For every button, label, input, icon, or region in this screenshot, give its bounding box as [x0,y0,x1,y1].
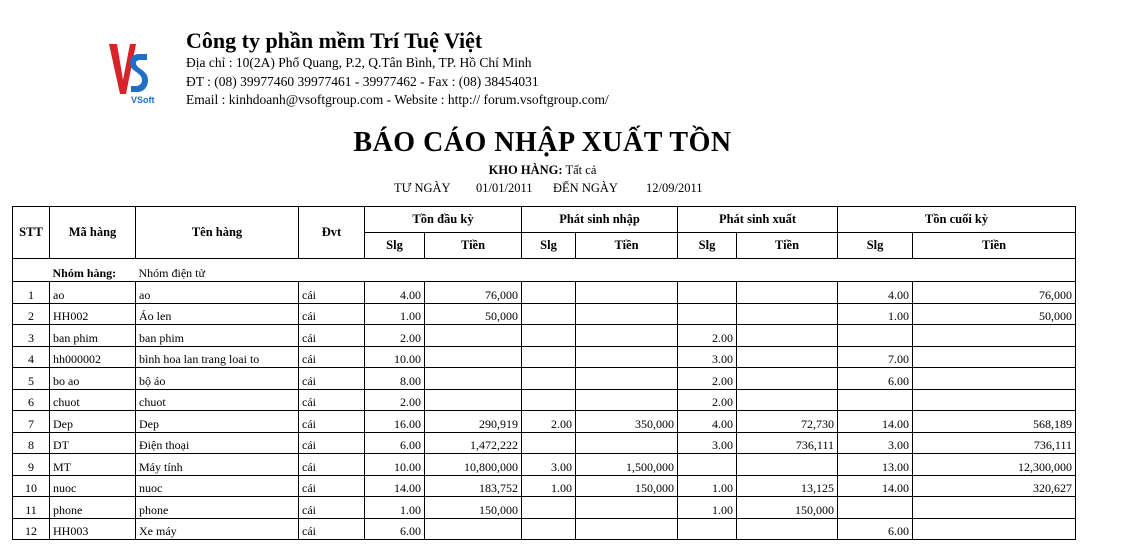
cell-opening-qty: 10.00 [365,346,425,368]
header-opening-stock: Tồn đầu kỳ [365,207,522,233]
cell-closing-amount: 320,627 [913,475,1076,497]
cell-item-code: MT [50,454,136,476]
cell-opening-qty: 14.00 [365,475,425,497]
cell-unit: cái [299,282,365,304]
table-row [13,282,1076,304]
cell-item-code: DT [50,432,136,454]
cell-incoming-amount [576,346,678,368]
cell-incoming-qty: 2.00 [522,411,576,433]
cell-incoming-qty [522,368,576,390]
table-row [13,518,1076,540]
warehouse-label: KHO HÀNG: [488,163,563,177]
cell-outgoing-qty: 4.00 [678,411,737,433]
cell-opening-qty: 2.00 [365,389,425,411]
cell-outgoing-qty: 1.00 [678,497,737,519]
cell-incoming-amount [576,303,678,325]
cell-outgoing-amount [737,368,838,390]
table-row [13,303,1076,325]
cell-unit: cái [299,325,365,347]
cell-opening-amount [425,389,522,411]
cell-opening-qty: 16.00 [365,411,425,433]
cell-unit: cái [299,454,365,476]
to-date-label: ĐẾN NGÀY [553,181,618,195]
header-amount: Tiền [737,233,838,259]
cell-outgoing-qty: 2.00 [678,368,737,390]
cell-opening-qty: 6.00 [365,432,425,454]
cell-closing-qty: 13.00 [838,454,913,476]
cell-closing-amount [913,368,1076,390]
cell-opening-qty: 1.00 [365,497,425,519]
cell-opening-qty: 10.00 [365,454,425,476]
warehouse-value: Tất cả [565,163,597,177]
cell-incoming-qty: 3.00 [522,454,576,476]
cell-opening-qty: 6.00 [365,518,425,540]
table-row [13,432,1076,454]
cell-closing-qty: 6.00 [838,368,913,390]
cell-incoming-amount [576,368,678,390]
cell-incoming-amount: 350,000 [576,411,678,433]
cell-item-name: Xe máy [136,518,299,540]
cell-item-name: Áo len [136,303,299,325]
cell-closing-qty: 4.00 [838,282,913,304]
header-qty: Slg [838,233,913,259]
cell-item-name: chuot [136,389,299,411]
vsoft-logo [103,36,155,106]
cell-stt: 6 [13,389,50,411]
company-name: Công ty phần mềm Trí Tuệ Việt [186,28,483,53]
cell-opening-amount: 183,752 [425,475,522,497]
cell-incoming-amount: 150,000 [576,475,678,497]
from-date: 01/01/2011 [476,181,533,195]
header-qty: Slg [522,233,576,259]
cell-opening-amount: 290,919 [425,411,522,433]
cell-outgoing-qty: 2.00 [678,389,737,411]
company-phone: ĐT : (08) 39977460 39977461 - 39977462 - Fax : (08) 38454031 [186,73,539,89]
inventory-report-table [12,206,1076,540]
cell-incoming-qty [522,518,576,540]
report-header [0,0,1122,125]
cell-stt: 10 [13,475,50,497]
cell-stt: 11 [13,497,50,519]
cell-item-code: chuot [50,389,136,411]
cell-outgoing-amount [737,346,838,368]
cell-outgoing-qty [678,454,737,476]
cell-item-name: bình hoa lan trang loai to [136,346,299,368]
cell-stt: 2 [13,303,50,325]
cell-opening-amount: 76,000 [425,282,522,304]
cell-item-code: hh000002 [50,346,136,368]
cell-closing-qty [838,325,913,347]
cell-item-code: phone [50,497,136,519]
cell-stt: 3 [13,325,50,347]
group-label: Nhóm hàng: [50,259,136,282]
cell-opening-amount: 150,000 [425,497,522,519]
cell-closing-qty: 1.00 [838,303,913,325]
table-row [13,411,1076,433]
cell-item-code: ao [50,282,136,304]
cell-outgoing-amount [737,454,838,476]
cell-incoming-qty [522,346,576,368]
cell-item-code: nuoc [50,475,136,497]
cell-incoming-amount [576,518,678,540]
cell-closing-amount: 76,000 [913,282,1076,304]
cell-outgoing-qty: 2.00 [678,325,737,347]
cell-unit: cái [299,497,365,519]
cell-closing-amount [913,389,1076,411]
table-row [13,497,1076,519]
header-qty: Slg [678,233,737,259]
cell-opening-amount [425,346,522,368]
cell-outgoing-amount: 736,111 [737,432,838,454]
cell-opening-amount [425,368,522,390]
header-stt: STT [13,207,50,259]
cell-opening-qty: 2.00 [365,325,425,347]
cell-stt: 7 [13,411,50,433]
cell-closing-amount [913,518,1076,540]
cell-outgoing-qty: 3.00 [678,432,737,454]
cell-closing-amount: 50,000 [913,303,1076,325]
cell-unit: cái [299,303,365,325]
cell-closing-qty: 14.00 [838,475,913,497]
cell-incoming-qty: 1.00 [522,475,576,497]
cell-opening-qty: 1.00 [365,303,425,325]
company-address: Địa chỉ : 10(2A) Phổ Quang, P.2, Q.Tân Bình, TP. Hồ Chí Minh [186,55,532,70]
cell-item-name: Dep [136,411,299,433]
cell-opening-amount: 10,800,000 [425,454,522,476]
cell-incoming-qty [522,497,576,519]
cell-item-name: Điện thoại [136,432,299,454]
cell-outgoing-qty [678,518,737,540]
table-row [13,389,1076,411]
table-row [13,454,1076,476]
cell-item-code: Dep [50,411,136,433]
header-item-code: Mã hàng [50,207,136,259]
cell-incoming-qty [522,432,576,454]
cell-incoming-amount: 1,500,000 [576,454,678,476]
cell-outgoing-amount [737,325,838,347]
cell-outgoing-amount [737,518,838,540]
cell-closing-amount [913,497,1076,519]
cell-closing-qty: 6.00 [838,518,913,540]
cell-item-code: HH003 [50,518,136,540]
cell-outgoing-amount: 150,000 [737,497,838,519]
warehouse-line [0,163,1085,178]
cell-incoming-amount [576,432,678,454]
cell-opening-amount [425,325,522,347]
cell-incoming-amount [576,389,678,411]
cell-outgoing-qty [678,303,737,325]
cell-stt: 8 [13,432,50,454]
cell-unit: cái [299,432,365,454]
cell-incoming-qty [522,389,576,411]
cell-opening-amount: 1,472,222 [425,432,522,454]
cell-outgoing-amount [737,282,838,304]
header-unit: Đvt [299,207,365,259]
cell-opening-amount [425,518,522,540]
cell-incoming-qty [522,325,576,347]
cell-closing-qty: 3.00 [838,432,913,454]
table-row [13,475,1076,497]
cell-stt: 1 [13,282,50,304]
cell-outgoing-amount: 72,730 [737,411,838,433]
cell-unit: cái [299,368,365,390]
cell-item-name: nuoc [136,475,299,497]
table-row [13,325,1076,347]
to-date: 12/09/2011 [646,181,703,195]
cell-opening-qty: 4.00 [365,282,425,304]
cell-item-code: HH002 [50,303,136,325]
cell-opening-qty: 8.00 [365,368,425,390]
cell-incoming-qty [522,303,576,325]
cell-stt: 4 [13,346,50,368]
cell-unit: cái [299,346,365,368]
cell-incoming-amount [576,282,678,304]
cell-incoming-qty [522,282,576,304]
cell-stt: 9 [13,454,50,476]
cell-incoming-amount [576,497,678,519]
cell-closing-amount [913,346,1076,368]
cell-item-name: phone [136,497,299,519]
cell-unit: cái [299,518,365,540]
cell-closing-qty: 14.00 [838,411,913,433]
cell-item-name: ao [136,282,299,304]
cell-closing-qty: 7.00 [838,346,913,368]
header-closing-stock: Tồn cuối kỳ [838,207,1076,233]
cell-item-name: bộ áo [136,368,299,390]
cell-unit: cái [299,389,365,411]
header-qty: Slg [365,233,425,259]
company-info [186,28,609,110]
cell-closing-qty [838,497,913,519]
cell-item-name: Máy tính [136,454,299,476]
cell-outgoing-qty [678,282,737,304]
cell-closing-amount: 568,189 [913,411,1076,433]
cell-closing-amount: 736,111 [913,432,1076,454]
header-amount: Tiền [576,233,678,259]
table-row [13,346,1076,368]
from-date-label: TƯ NGÀY [394,181,451,195]
cell-closing-amount [913,325,1076,347]
cell-unit: cái [299,411,365,433]
cell-opening-amount: 50,000 [425,303,522,325]
report-title: BÁO CÁO NHẬP XUẤT TỒN [353,127,732,158]
cell-item-code: ban phim [50,325,136,347]
table-row [13,368,1076,390]
report-body [13,259,1076,540]
company-email: Email : kinhdoanh@vsoftgroup.com - Website : http:// forum.vsoftgroup.com/ [186,92,609,107]
logo-text: VSoft [131,95,155,105]
cell-item-name: ban phim [136,325,299,347]
group-value: Nhóm điện tử [136,259,299,282]
group-row [13,259,1076,282]
cell-item-code: bo ao [50,368,136,390]
header-amount: Tiền [425,233,522,259]
cell-stt: 5 [13,368,50,390]
cell-closing-amount: 12,300,000 [913,454,1076,476]
cell-outgoing-qty: 3.00 [678,346,737,368]
header-incoming: Phát sinh nhập [522,207,678,233]
header-item-name: Tên hàng [136,207,299,259]
cell-stt: 12 [13,518,50,540]
cell-outgoing-qty: 1.00 [678,475,737,497]
header-amount: Tiền [913,233,1076,259]
cell-outgoing-amount [737,389,838,411]
cell-unit: cái [299,475,365,497]
cell-incoming-amount [576,325,678,347]
cell-outgoing-amount [737,303,838,325]
cell-closing-qty [838,389,913,411]
cell-outgoing-amount: 13,125 [737,475,838,497]
header-outgoing: Phát sinh xuất [678,207,838,233]
